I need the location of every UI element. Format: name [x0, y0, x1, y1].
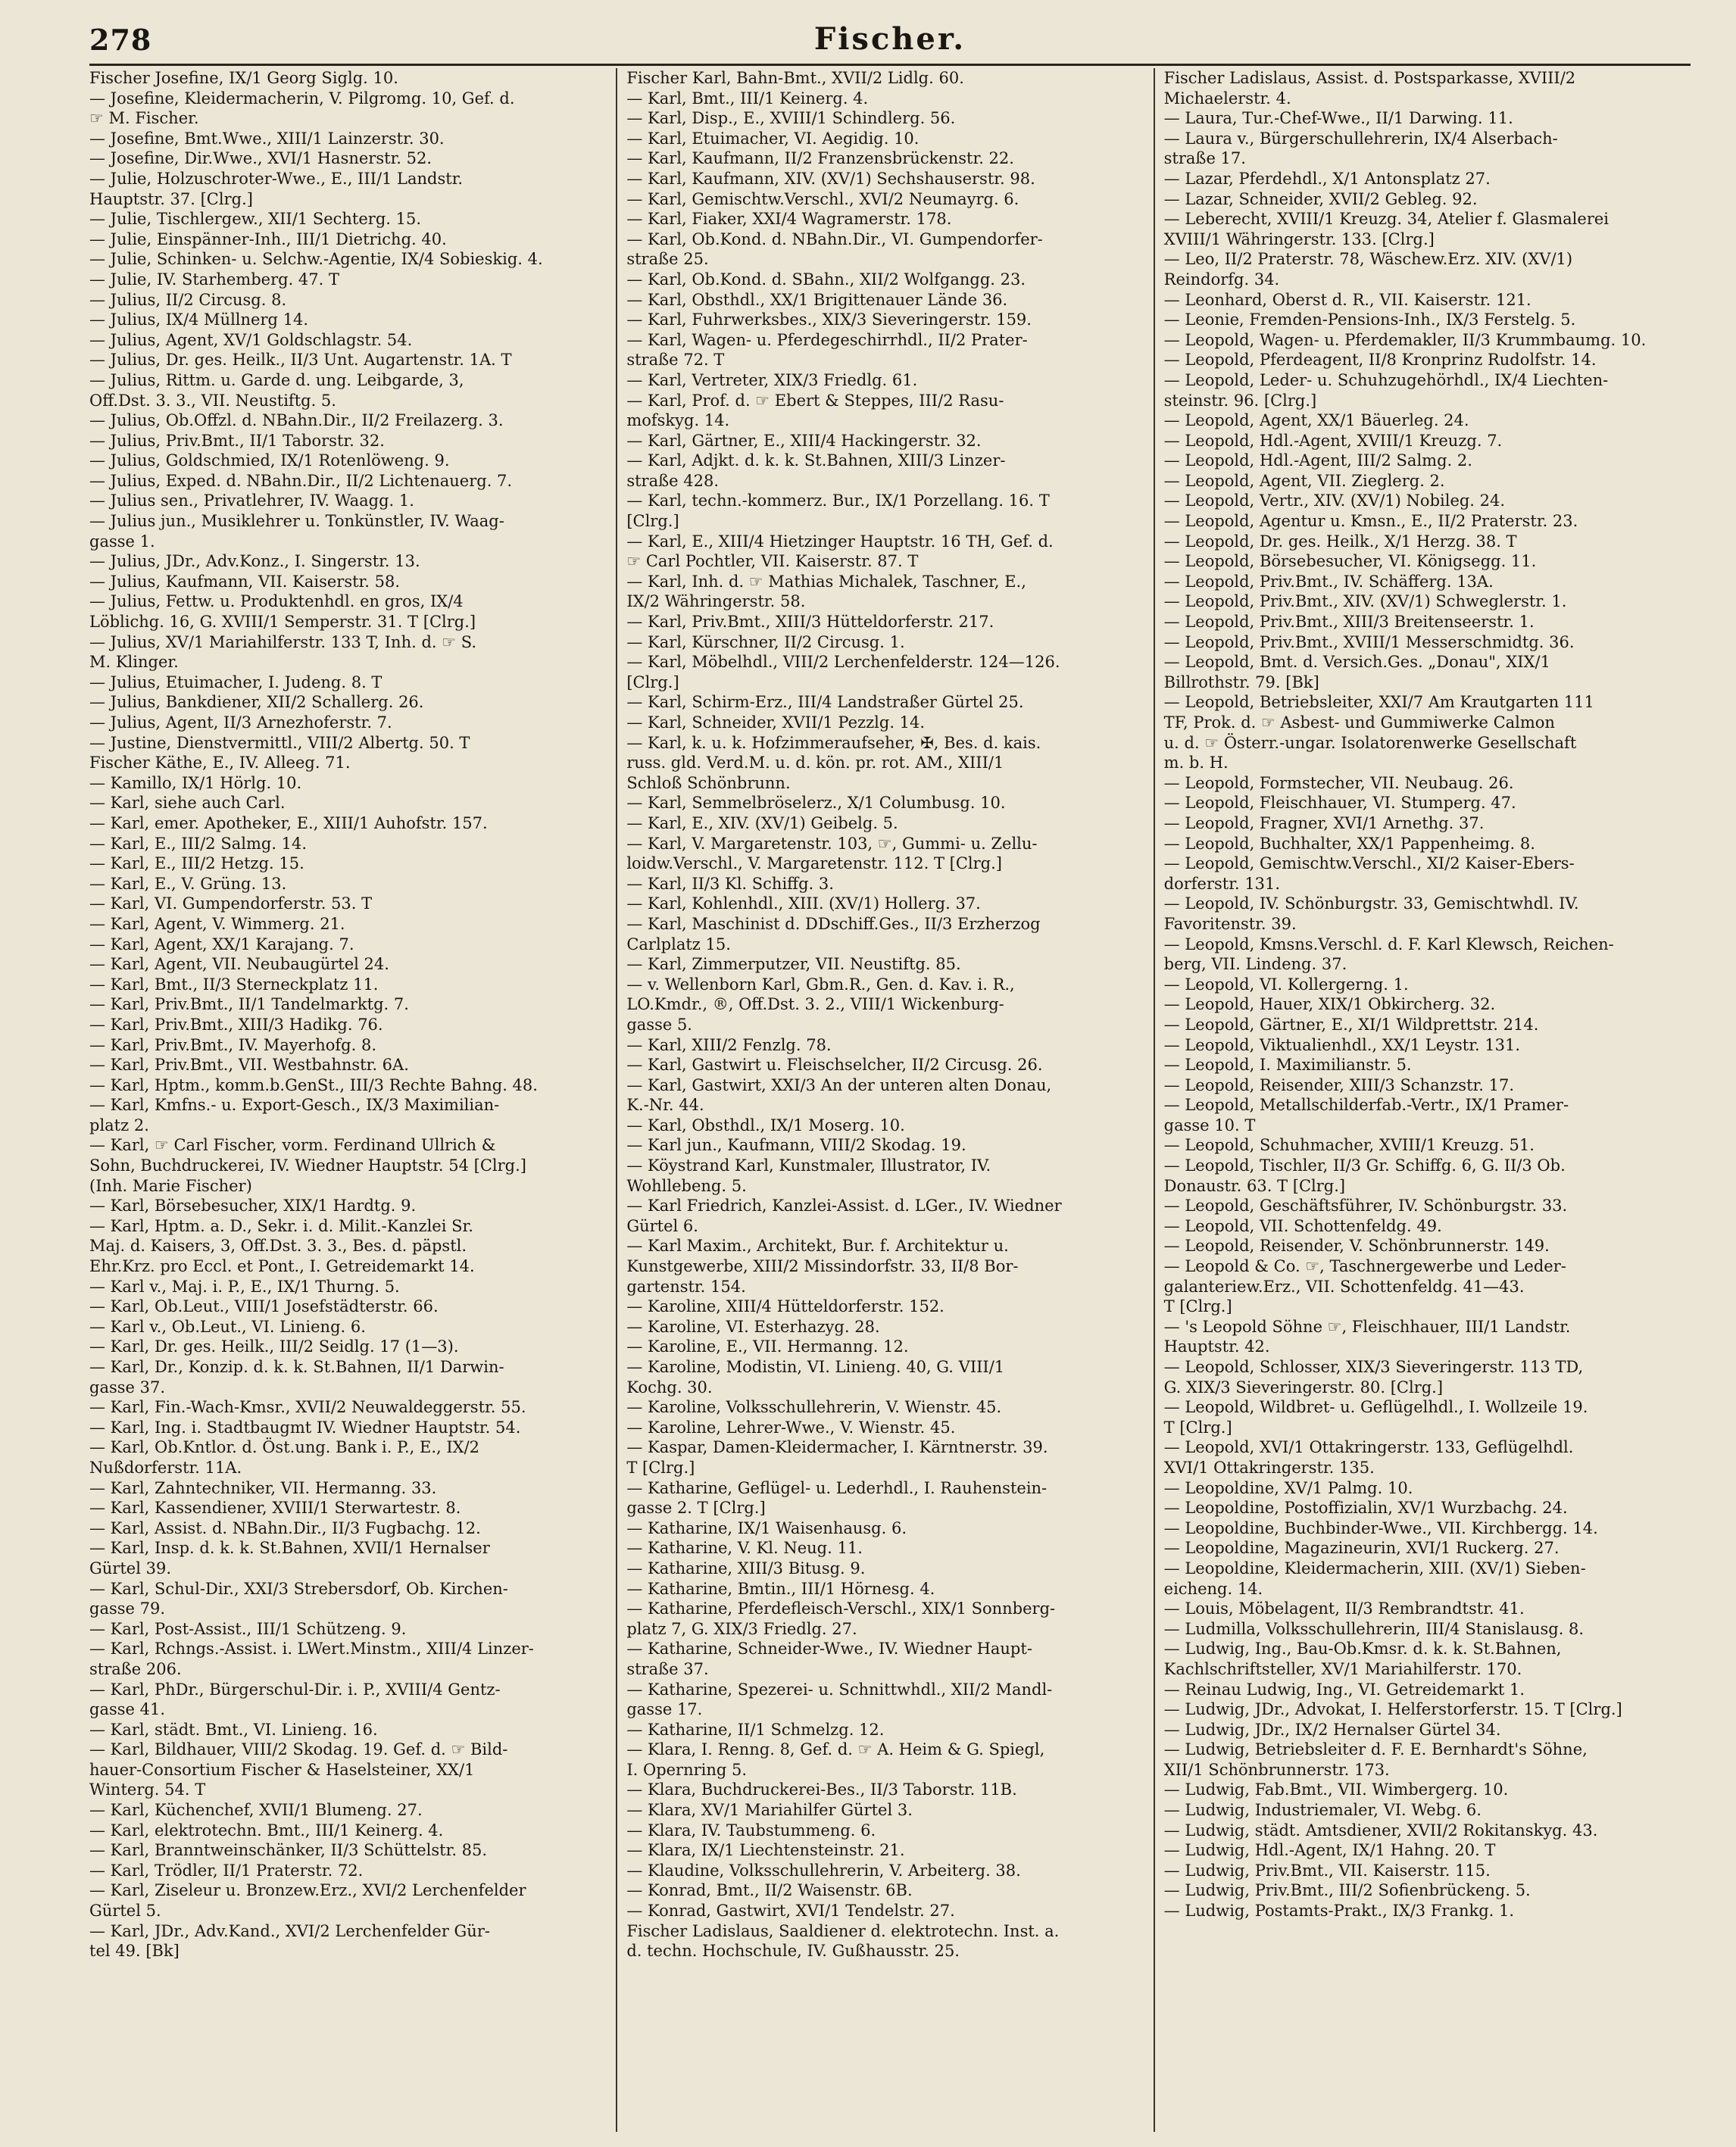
directory-entry: M. Klinger. [89, 653, 179, 672]
directory-entry: ☞ Carl Pochtler, VII. Kaiserstr. 87. T [626, 552, 919, 571]
directory-entry: — Karl Maxim., Architekt, Bur. f. Architektur u. [626, 1237, 1009, 1256]
directory-entry: — Kaspar, Damen-Kleidermacher, I. Kärntnerstr. 39. [626, 1438, 1048, 1457]
directory-entry: — Karl, städt. Bmt., VI. Linieng. 16. [89, 1720, 378, 1739]
directory-entry: dorferstr. 131. [1163, 874, 1281, 893]
directory-entry: — Katharine, Pferdefleisch-Verschl., XIX/1 Sonnberg- [626, 1599, 1056, 1618]
directory-entry: — Karl, emer. Apotheker, E., XIII/1 Auhofstr. 157. [89, 813, 488, 832]
directory-entry: Sohn, Buchdruckerei, IV. Wiedner Hauptstr. 54 [Clrg.] [89, 1156, 526, 1175]
directory-entry: — Karl, Bildhauer, VIII/2 Skodag. 19. Gef. d. ☞ Bild- [89, 1740, 508, 1759]
directory-entry: — Karl, k. u. k. Hofzimmeraufseher, ✠, Bes. d. kais. [626, 733, 1041, 752]
directory-entry: — Karl, Agent, XX/1 Karajang. 7. [89, 935, 354, 953]
directory-entry: ☞ M. Fischer. [89, 109, 199, 128]
directory-entry: — Karl, Rchngs.-Assist. i. LWert.Minstm., XIII/4 Linzer- [89, 1640, 534, 1659]
directory-entry: — Ludmilla, Volksschullehrerin, III/4 Stanislausg. 8. [1163, 1619, 1585, 1638]
directory-entry: straße 17. [1163, 149, 1246, 168]
directory-entry: — Julius, Kaufmann, VII. Kaiserstr. 58. [89, 572, 401, 591]
directory-entry: — Leopold, Kmsns.Verschl. d. F. Karl Klewsch, Reichen- [1163, 935, 1614, 953]
directory-entry: — Julius, JDr., Adv.Konz., I. Singerstr. 13. [89, 552, 420, 571]
directory-entry: XVIII/1 Währingerstr. 133. [Clrg.] [1163, 229, 1435, 248]
directory-entry: — Karl, Kaufmann, II/2 Franzensbrückenstr. 22. [626, 149, 1014, 168]
directory-entry: Ehr.Krz. pro Eccl. et Pont., I. Getreidemarkt 14. [89, 1257, 475, 1276]
directory-entry: Schloß Schönbrunn. [626, 773, 791, 792]
directory-entry: — Ludwig, städt. Amtsdiener, XVII/2 Rokitanskyg. 43. [1163, 1821, 1598, 1840]
directory-entry: — Karl, Hptm. a. D., Sekr. i. d. Milit.-Kanzlei Sr. [89, 1216, 473, 1235]
directory-entry: — Karoline, E., VII. Hermanng. 12. [626, 1337, 909, 1356]
directory-entry: — Julius jun., Musiklehrer u. Tonkünstler, IV. Waag- [89, 512, 504, 531]
directory-entry: — Karl, Zimmerputzer, VII. Neustiftg. 85. [626, 955, 961, 974]
directory-entry: — Karl, Gastwirt u. Fleischselcher, II/2 Circusg. 26. [626, 1056, 1043, 1075]
directory-entry: tel 49. [Bk] [89, 1942, 180, 1961]
directory-entry: — Karl, Kassendiener, XVIII/1 Sterwartestr. 8. [89, 1499, 461, 1518]
directory-entry: — Karl, Fiaker, XXI/4 Wagramerstr. 178. [626, 210, 952, 229]
directory-entry: K.-Nr. 44. [626, 1096, 704, 1115]
directory-entry: — Leonhard, Oberst d. R., VII. Kaiserstr. 121. [1163, 290, 1531, 309]
directory-entry: — Klara, IV. Taubstummeng. 6. [626, 1821, 876, 1840]
directory-entry: — Leopold, Viktualienhdl., XX/1 Leystr. 131. [1163, 1035, 1521, 1054]
directory-entry: Billrothstr. 79. [Bk] [1163, 672, 1319, 691]
directory-entry: — Leopold, Hdl.-Agent, III/2 Salmg. 2. [1163, 451, 1472, 470]
directory-entry: — Karl, Fuhrwerksbes., XIX/3 Sieveringerstr. 159. [626, 311, 1032, 329]
directory-entry: straße 37. [626, 1659, 709, 1678]
directory-entry: — Leopold, Börsebesucher, VI. Königsegg. 11. [1163, 552, 1537, 571]
directory-entry: — Karl, Ing. i. Stadtbaugmt IV. Wiedner Hauptstr. 54. [89, 1418, 521, 1437]
directory-entry: Fischer Käthe, E., IV. Alleeg. 71. [89, 754, 351, 772]
directory-entry: gasse 1. [89, 532, 155, 551]
directory-entry: platz 7, G. XIX/3 Friedlg. 27. [626, 1619, 857, 1638]
directory-entry: russ. gld. Verd.M. u. d. kön. pr. rot. AM., XIII/1 [626, 754, 1004, 772]
directory-entry: — Karl, Ob.Leut., VIII/1 Josefstädterstr. 66. [89, 1297, 439, 1316]
column-3 [1154, 68, 1691, 2132]
directory-entry: — Klara, Buchdruckerei-Bes., II/3 Taborstr. 11B. [626, 1780, 1017, 1799]
directory-entry: — Justine, Dienstvermittl., VIII/2 Albertg. 50. T [89, 733, 470, 752]
directory-entry: — Leopold, Formstecher, VII. Neubaug. 26. [1163, 773, 1514, 792]
directory-entry: gasse 37. [89, 1378, 166, 1396]
directory-entry: — Karl, Post-Assist., III/1 Schützeng. 9. [89, 1619, 407, 1638]
directory-entry: Off.Dst. 3. 3., VII. Neustiftg. 5. [89, 391, 336, 410]
directory-entry: — Reinau Ludwig, Ing., VI. Getreidemarkt 1. [1163, 1680, 1525, 1699]
directory-entry: — Leopoldine, Postoffizialin, XV/1 Wurzbachg. 24. [1163, 1499, 1568, 1518]
directory-entry: straße 72. T [626, 351, 725, 370]
directory-entry: — Julius, Priv.Bmt., II/1 Taborstr. 32. [89, 431, 385, 450]
directory-entry: — Karl Friedrich, Kanzlei-Assist. d. LGer., IV. Wiedner [626, 1197, 1062, 1215]
directory-entry: — Leonie, Fremden-Pensions-Inh., IX/3 Ferstelg. 5. [1163, 311, 1576, 329]
directory-entry: — Julius, Bankdiener, XII/2 Schallerg. 26. [89, 693, 424, 712]
directory-entry: — Leopoldine, Buchbinder-Wwe., VII. Kirchbergg. 14. [1163, 1518, 1598, 1537]
directory-entry: — Karl jun., Kaufmann, VIII/2 Skodag. 19. [626, 1136, 966, 1155]
directory-entry: gasse 41. [89, 1700, 166, 1719]
directory-entry: — Karl, Insp. d. k. k. St.Bahnen, XVII/1 Hernalser [89, 1539, 490, 1558]
directory-entry: — Leopold, Hauer, XIX/1 Obkircherg. 32. [1163, 995, 1496, 1014]
directory-entry: — Karl, VI. Gumpendorferstr. 53. T [89, 894, 373, 913]
directory-entry: — Leopold, Tischler, II/3 Gr. Schiffg. 6, G. II/3 Ob. [1163, 1156, 1566, 1175]
directory-entry: platz 2. [89, 1116, 149, 1134]
directory-entry: — Leopold, Schlosser, XIX/3 Sieveringerstr. 113 TD, [1163, 1358, 1584, 1376]
directory-entry: — Karl, E., XIV. (XV/1) Geibelg. 5. [626, 813, 898, 832]
directory-entry: — Leopold, Reisender, XIII/3 Schanzstr. 17. [1163, 1075, 1515, 1094]
directory-entry: Fischer Josefine, IX/1 Georg Siglg. 10. [89, 69, 398, 87]
directory-entry: — Josefine, Dir.Wwe., XVI/1 Hasnerstr. 52. [89, 149, 432, 168]
directory-entry: — Leopold, Fragner, XVI/1 Arnethg. 37. [1163, 813, 1485, 832]
directory-entry: — Katharine, IX/1 Waisenhausg. 6. [626, 1518, 907, 1537]
directory-entry: — Leopold, Metallschilderfab.-Vertr., IX/1 Pramer- [1163, 1096, 1569, 1115]
directory-entry: gartenstr. 154. [626, 1277, 746, 1296]
directory-entry: Maj. d. Kaisers, 3, Off.Dst. 3. 3., Bes. d. päpstl. [89, 1237, 467, 1256]
directory-entry: gasse 79. [89, 1599, 166, 1618]
directory-entry: — Laura v., Bürgerschullehrerin, IX/4 Alserbach- [1163, 129, 1558, 148]
directory-entry: — Ludwig, JDr., IX/2 Hernalser Gürtel 34. [1163, 1720, 1501, 1739]
directory-entry: — Julius, Ob.Offzl. d. NBahn.Dir., II/2 Freilazerg. 3. [89, 411, 504, 430]
directory-entry: — Karl v., Maj. i. P., E., IX/1 Thurng. 5. [89, 1277, 400, 1296]
directory-entry: — Karl, Börsebesucher, XIX/1 Hardtg. 9. [89, 1197, 417, 1215]
directory-entry: Donaustr. 63. T [Clrg.] [1163, 1176, 1346, 1195]
directory-entry: — Julie, Schinken- u. Selchw.-Agentie, IX/4 Sobieskig. 4. [89, 250, 543, 269]
directory-entry: — Leopold, Agent, VII. Zieglerg. 2. [1163, 471, 1445, 490]
column-2 [616, 68, 1153, 2132]
directory-entry: [Clrg.] [626, 512, 679, 531]
directory-entry: — Klara, I. Renng. 8, Gef. d. ☞ A. Heim & G. Spiegl, [626, 1740, 1045, 1759]
directory-entry: — Karl, Fin.-Wach-Kmsr., XVII/2 Neuwaldeggerstr. 55. [89, 1398, 526, 1417]
directory-entry: — Karl, Inh. d. ☞ Mathias Michalek, Taschner, E., [626, 572, 1026, 591]
directory-entry: — Josefine, Kleidermacherin, V. Pilgromg. 10, Gef. d. [89, 89, 515, 108]
directory-entry: — Karl, II/3 Kl. Schiffg. 3. [626, 874, 834, 893]
directory-entry: — Kamillo, IX/1 Hörlg. 10. [89, 773, 302, 792]
directory-entry: — Julius, Agent, XV/1 Goldschlagstr. 54. [89, 330, 413, 349]
directory-entry: — Katharine, Spezerei- u. Schnittwhdl., XII/2 Mandl- [626, 1680, 1053, 1699]
directory-entry: Kachlschriftsteller, XV/1 Mariahilferstr. 170. [1163, 1659, 1522, 1678]
directory-entry: — Ludwig, Priv.Bmt., VII. Kaiserstr. 115. [1163, 1861, 1491, 1880]
directory-entry: — Katharine, Bmtin., III/1 Hörnesg. 4. [626, 1579, 935, 1598]
directory-entry: — Karl, Gemischtw.Verschl., XVI/2 Neumayrg. 6. [626, 189, 1019, 208]
directory-entry: — Karl, Obsthdl., XX/1 Brigittenauer Lände 36. [626, 290, 1008, 309]
directory-entry: — Karl, E., III/2 Salmg. 14. [89, 834, 308, 853]
directory-entry: — Julie, Holzuschroter-Wwe., E., III/1 Landstr. [89, 169, 464, 188]
directory-entry: — Karl, Wagen- u. Pferdegeschirrhdl., II/2 Prater- [626, 330, 1028, 349]
directory-entry: — Karl, Obsthdl., IX/1 Moserg. 10. [626, 1116, 905, 1134]
directory-entry: LO.Kmdr., ®, Off.Dst. 3. 2., VIII/1 Wickenburg- [626, 995, 1004, 1014]
directory-entry: eicheng. 14. [1163, 1579, 1263, 1598]
page-title: Fischer. [813, 21, 966, 57]
directory-entry: — Karl v., Ob.Leut., VI. Linieng. 6. [89, 1317, 366, 1336]
directory-entry: — Karl, Ob.Kond. d. NBahn.Dir., VI. Gumpendorfer- [626, 229, 1043, 248]
directory-entry: — Leopold, Bmt. d. Versich.Ges. „Donau", XIX/1 [1163, 653, 1550, 672]
directory-entry: — Karl, Adjkt. d. k. k. St.Bahnen, XIII/3 Linzer- [626, 451, 1006, 470]
directory-entry: — Karl, Semmelbröselerz., X/1 Columbusg. 10. [626, 794, 1006, 813]
directory-entry: — Ludwig, Fab.Bmt., VII. Wimbergerg. 10. [1163, 1780, 1509, 1799]
directory-entry: — Leopold, Agentur u. Kmsn., E., II/2 Praterstr. 23. [1163, 512, 1578, 531]
directory-entry: — Katharine, XIII/3 Bitusg. 9. [626, 1559, 866, 1577]
directory-entry: — Leopold, Pferdeagent, II/8 Kronprinz Rudolfstr. 14. [1163, 351, 1597, 370]
directory-entry: Gürtel 39. [89, 1559, 171, 1577]
directory-entry: — Ludwig, Ing., Bau-Ob.Kmsr. d. k. k. St.Bahnen, [1163, 1640, 1562, 1659]
directory-entry: — Karl, Priv.Bmt., XIII/3 Hütteldorferstr. 217. [626, 613, 994, 632]
directory-entry: — Karl, Disp., E., XVIII/1 Schindlerg. 56. [626, 109, 956, 128]
directory-entry: — Karl, Vertreter, XIX/3 Friedlg. 61. [626, 370, 918, 389]
directory-entry: — Leopold, Geschäftsführer, IV. Schönburgstr. 33. [1163, 1197, 1568, 1215]
directory-entry: — Katharine, Schneider-Wwe., IV. Wiedner Haupt- [626, 1640, 1032, 1659]
page-number: 278 [89, 23, 152, 57]
directory-entry: — Karl, elektrotechn. Bmt., III/1 Keinerg. 4. [89, 1821, 444, 1840]
directory-entry: straße 206. [89, 1659, 182, 1678]
directory-entry: XII/1 Schönbrunnerstr. 173. [1163, 1760, 1390, 1779]
directory-entry: straße 25. [626, 250, 709, 269]
directory-entry: — Karl, Ziseleur u. Bronzew.Erz., XVI/2 Lerchenfelder [89, 1881, 526, 1900]
directory-entry: galanteriew.Erz., VII. Schottenfeldg. 41—43. [1163, 1277, 1525, 1296]
directory-entry: — Julius, II/2 Circusg. 8. [89, 290, 287, 309]
directory-entry: — Karl, Zahntechniker, VII. Hermanng. 33. [89, 1478, 437, 1497]
directory-entry: — Leopold, Reisender, V. Schönbrunnerstr. 149. [1163, 1237, 1550, 1256]
directory-entry: — Leopold, Leder- u. Schuhzugehörhdl., IX/4 Liechten- [1163, 370, 1609, 389]
directory-entry: — Karl, siehe auch Carl. [89, 794, 286, 813]
directory-entry: — Karl, Priv.Bmt., IV. Mayerhofg. 8. [89, 1035, 376, 1054]
directory-entry: d. techn. Hochschule, IV. Gußhausstr. 25. [626, 1942, 960, 1961]
directory-entry: T [Clrg.] [1163, 1297, 1232, 1316]
directory-entry: loidw.Verschl., V. Margaretenstr. 112. T [Clrg.] [626, 854, 1002, 873]
directory-entry: — Leopold, Wildbret- u. Geflügelhdl., I. Wollzeile 19. [1163, 1398, 1588, 1417]
directory-entry: — Leopold, Wagen- u. Pferdemakler, II/3 Krummbaumg. 10. [1163, 330, 1647, 349]
directory-entry: — Karl, Agent, V. Wimmerg. 21. [89, 914, 345, 933]
directory-entry: T [Clrg.] [1163, 1418, 1232, 1437]
directory-entry: — Julius, IX/4 Müllnerg 14. [89, 311, 309, 329]
directory-entry: — Karl, Schneider, XVII/1 Pezzlg. 14. [626, 713, 926, 732]
directory-entry: — Leopold, VII. Schottenfeldg. 49. [1163, 1216, 1442, 1235]
directory-entry: — Ludwig, Industriemaler, VI. Webg. 6. [1163, 1801, 1482, 1820]
directory-entry: — Karl, Küchenchef, XVII/1 Blumeng. 27. [89, 1801, 423, 1820]
directory-entry: Reindorfg. 34. [1163, 270, 1280, 289]
directory-entry: Löblichg. 16, G. XVIII/1 Semperstr. 31. T [Clrg.] [89, 613, 476, 632]
directory-entry: — Julie, IV. Starhemberg. 47. T [89, 270, 340, 289]
directory-entry: Hauptstr. 37. [Clrg.] [89, 189, 253, 208]
directory-entry: — Karoline, Modistin, VI. Linieng. 40, G. VIII/1 [626, 1358, 1005, 1376]
directory-entry: — Julie, Einspänner-Inh., III/1 Dietrichg. 40. [89, 229, 447, 248]
directory-entry: — Karl, Priv.Bmt., XIII/3 Hadikg. 76. [89, 1015, 383, 1034]
directory-entry: — Karl, Dr., Konzip. d. k. k. St.Bahnen, II/1 Darwin- [89, 1358, 504, 1376]
directory-entry: — Konrad, Gastwirt, XVI/1 Tendelstr. 27. [626, 1902, 955, 1921]
directory-entry: — Katharine, Geflügel- u. Lederhdl., I. Rauhenstein- [626, 1478, 1048, 1497]
directory-entry: — Leberecht, XVIII/1 Kreuzg. 34, Atelier f. Glasmalerei [1163, 210, 1609, 229]
directory-entry: — 's Leopold Söhne ☞, Fleischhauer, III/1 Landstr. [1163, 1317, 1571, 1336]
directory-entry: — Ludwig, Betriebsleiter d. F. E. Bernhardt's Söhne, [1163, 1740, 1588, 1759]
directory-entry: — Karl, techn.-kommerz. Bur., IX/1 Porzellang. 16. T [626, 492, 1050, 510]
directory-entry: — Karl, Maschinist d. DDschiff.Ges., II/3 Erzherzog [626, 914, 1041, 933]
directory-entry: — Julius, Exped. d. NBahn.Dir., II/2 Lichtenauerg. 7. [89, 471, 513, 490]
directory-entry: — Karl, Bmt., II/3 Sterneckplatz 11. [89, 975, 379, 994]
directory-entry: TF, Prok. d. ☞ Asbest- und Gummiwerke Calmon [1163, 713, 1555, 732]
directory-entry: — Leopold, Priv.Bmt., IV. Schäfferg. 13A. [1163, 572, 1494, 591]
directory-entry: mofskyg. 14. [626, 411, 730, 430]
directory-entry: gasse 5. [626, 1015, 692, 1034]
directory-entry: — Karl, Gastwirt, XXI/3 An der unteren alten Donau, [626, 1075, 1052, 1094]
directory-entry: — Julius sen., Privatlehrer, IV. Waagg. 1. [89, 492, 414, 510]
directory-entry: — Leo, II/2 Praterstr. 78, Wäschew.Erz. XIV. (XV/1) [1163, 250, 1573, 269]
directory-entry: — Leopold, Vertr., XIV. (XV/1) Nobileg. 24. [1163, 492, 1506, 510]
directory-entry: — Karl, Kmfns.- u. Export-Gesch., IX/3 Maximilian- [89, 1096, 500, 1115]
page-header [89, 18, 1691, 64]
directory-entry: XVI/1 Ottakringerstr. 135. [1163, 1458, 1375, 1477]
directory-entry: IX/2 Währingerstr. 58. [626, 592, 806, 611]
directory-entry: — Katharine, V. Kl. Neug. 11. [626, 1539, 863, 1558]
directory-entry: — v. Wellenborn Karl, Gbm.R., Gen. d. Kav. i. R., [626, 975, 1015, 994]
directory-entry: — Leopold, Priv.Bmt., XIV. (XV/1) Schweglerstr. 1. [1163, 592, 1567, 611]
directory-entry: — Klara, IX/1 Liechtensteinstr. 21. [626, 1841, 905, 1860]
directory-entry: — Köystrand Karl, Kunstmaler, Illustrator, IV. [626, 1156, 991, 1175]
directory-entry: gasse 2. T [Clrg.] [626, 1499, 766, 1518]
directory-entry: — Karl, Schirm-Erz., III/4 Landstraßer Gürtel 25. [626, 693, 1024, 712]
directory-entry: Kunstgewerbe, XIII/2 Missindorfstr. 33, II/8 Bor- [626, 1257, 1019, 1276]
directory-entry: — Karoline, Volksschullehrerin, V. Wienstr. 45. [626, 1398, 1002, 1417]
directory-entry: — Leopold, I. Maximilianstr. 5. [1163, 1056, 1412, 1075]
directory-entry: Michaelerstr. 4. [1163, 89, 1291, 108]
directory-entry: Fischer Ladislaus, Assist. d. Postsparkasse, XVIII/2 [1163, 69, 1576, 87]
directory-entry: straße 428. [626, 471, 719, 490]
directory-entry: — Karl, Branntweinschänker, II/3 Schüttelstr. 85. [89, 1841, 488, 1860]
directory-entry: — Lazar, Pferdehdl., X/1 Antonsplatz 27. [1163, 169, 1491, 188]
directory-entry: — Leopold, Buchhalter, XX/1 Pappenheimg. 8. [1163, 834, 1535, 853]
directory-entry: Fischer Karl, Bahn-Bmt., XVII/2 Lidlg. 60. [626, 69, 964, 87]
directory-entry: — Karl, E., III/2 Hetzg. 15. [89, 854, 304, 873]
directory-entry: — Leopoldine, Kleidermacherin, XIII. (XV/1) Sieben- [1163, 1559, 1586, 1577]
directory-entry: — Karoline, VI. Esterhazyg. 28. [626, 1317, 880, 1336]
directory-entry: — Karl, Gärtner, E., XIII/4 Hackingerstr. 32. [626, 431, 982, 450]
header-rule [89, 64, 1691, 66]
directory-entry: — Ludwig, Priv.Bmt., III/2 Sofienbrückeng. 5. [1163, 1881, 1531, 1900]
directory-entry: — Karl, Möbelhdl., VIII/2 Lerchenfelderstr. 124—126. [626, 653, 1060, 672]
directory-entry: — Karl, Hptm., komm.b.GenSt., III/3 Rechte Bahng. 48. [89, 1075, 538, 1094]
directory-entry: — Karl, Schul-Dir., XXI/3 Strebersdorf, Ob. Kirchen- [89, 1579, 508, 1598]
directory-entry: — Leopold & Co. ☞, Taschnergewerbe und Leder- [1163, 1257, 1566, 1276]
directory-entry: berg, VII. Lindeng. 37. [1163, 955, 1347, 974]
directory-entry: Kochg. 30. [626, 1378, 713, 1396]
directory-entry: Gürtel 5. [89, 1902, 161, 1921]
directory-entry: — Leopoldine, XV/1 Palmg. 10. [1163, 1478, 1413, 1497]
directory-entry: gasse 10. T [1163, 1116, 1256, 1134]
directory-entry: — Josefine, Bmt.Wwe., XIII/1 Lainzerstr. 30. [89, 129, 445, 148]
directory-entry: — Karl, Priv.Bmt., VII. Westbahnstr. 6A. [89, 1056, 409, 1075]
directory-entry: Winterg. 54. T [89, 1780, 206, 1799]
directory-entry: — Leopold, IV. Schönburgstr. 33, Gemischtwhdl. IV. [1163, 894, 1579, 913]
directory-entry: — Karl, Trödler, II/1 Praterstr. 72. [89, 1861, 364, 1880]
directory-entry: — Leopold, Betriebsleiter, XXI/7 Am Krautgarten 111 [1163, 693, 1594, 712]
directory-entry: — Julius, Goldschmied, IX/1 Rotenlöweng. 9. [89, 451, 450, 470]
directory-entry: — Karl, Kürschner, II/2 Circusg. 1. [626, 632, 905, 651]
columns [89, 68, 1691, 2132]
directory-entry: Fischer Ladislaus, Saaldiener d. elektrotechn. Inst. a. [626, 1921, 1060, 1940]
directory-entry: — Katharine, II/1 Schmelzg. 12. [626, 1720, 885, 1739]
directory-entry: gasse 17. [626, 1700, 703, 1719]
directory-entry: — Karl, PhDr., Bürgerschul-Dir. i. P., XVIII/4 Gentz- [89, 1680, 501, 1699]
directory-entry: — Karl, Ob.Kond. d. SBahn., XII/2 Wolfgangg. 23. [626, 270, 1026, 289]
directory-entry: — Leopold, Hdl.-Agent, XVIII/1 Kreuzg. 7. [1163, 431, 1503, 450]
directory-entry: — Julie, Tischlergew., XII/1 Sechterg. 15. [89, 210, 422, 229]
directory-entry: — Leopold, Fleischhauer, VI. Stumperg. 47. [1163, 794, 1516, 813]
directory-entry: — Leopold, Priv.Bmt., XIII/3 Breitenseerstr. 1. [1163, 613, 1535, 632]
directory-entry: — Karl, Prof. d. ☞ Ebert & Steppes, III/2 Rasu- [626, 391, 1004, 410]
directory-entry: — Leopold, Dr. ges. Heilk., X/1 Herzg. 38. T [1163, 532, 1517, 551]
directory-entry: — Lazar, Schneider, XVII/2 Gebleg. 92. [1163, 189, 1478, 208]
directory-entry: Favoritenstr. 39. [1163, 914, 1297, 933]
directory-entry: — Julius, Rittm. u. Garde d. ung. Leibgarde, 3, [89, 370, 464, 389]
directory-entry: — Karl, XIII/2 Fenzlg. 78. [626, 1035, 832, 1054]
directory-entry: — Leopold, Agent, XX/1 Bäuerleg. 24. [1163, 411, 1469, 430]
directory-entry: m. b. H. [1163, 754, 1229, 772]
directory-entry: I. Opernring 5. [626, 1760, 748, 1779]
directory-entry: — Laura, Tur.-Chef-Wwe., II/1 Darwing. 11. [1163, 109, 1513, 128]
directory-entry: — Leopold, Gemischtw.Verschl., XI/2 Kaiser-Ebers- [1163, 854, 1575, 873]
directory-entry: — Leopold, Priv.Bmt., XVIII/1 Messerschmidtg. 36. [1163, 632, 1575, 651]
directory-entry: — Julius, XV/1 Mariahilferstr. 133 T, Inh. d. ☞ S. [89, 632, 477, 651]
directory-entry: — Karl, Assist. d. NBahn.Dir., II/3 Fugbachg. 12. [89, 1518, 481, 1537]
directory-entry: G. XIX/3 Sieveringerstr. 80. [Clrg.] [1163, 1378, 1444, 1396]
directory-entry: — Julius, Dr. ges. Heilk., II/3 Unt. Augartenstr. 1A. T [89, 351, 512, 370]
directory-entry: — Julius, Etuimacher, I. Judeng. 8. T [89, 672, 382, 691]
directory-entry: Hauptstr. 42. [1163, 1337, 1270, 1356]
directory-entry: — Konrad, Bmt., II/2 Waisenstr. 6B. [626, 1881, 913, 1900]
directory-entry: — Leopoldine, Magazineurin, XVI/1 Ruckerg. 27. [1163, 1539, 1560, 1558]
directory-entry: — Karl, Kohlenhdl., XIII. (XV/1) Hollerg. 37. [626, 894, 981, 913]
directory-entry: — Karoline, Lehrer-Wwe., V. Wienstr. 45. [626, 1418, 956, 1437]
directory-entry: [Clrg.] [626, 672, 679, 691]
directory-entry: — Leopold, XVI/1 Ottakringerstr. 133, Geflügelhdl. [1163, 1438, 1574, 1457]
directory-entry: — Ludwig, Hdl.-Agent, IX/1 Hahng. 20. T [1163, 1841, 1496, 1860]
directory-entry: Gürtel 6. [626, 1216, 698, 1235]
directory-entry: — Leopold, Schuhmacher, XVIII/1 Kreuzg. 51. [1163, 1136, 1535, 1155]
directory-entry: hauer-Consortium Fischer & Haselsteiner, XX/1 [89, 1760, 475, 1779]
directory-entry: — Karl, JDr., Adv.Kand., XVI/2 Lerchenfelder Gür- [89, 1921, 490, 1940]
directory-entry: — Louis, Möbelagent, II/3 Rembrandtstr. 41. [1163, 1599, 1525, 1618]
directory-entry: — Karl, Priv.Bmt., II/1 Tandelmarktg. 7. [89, 995, 409, 1014]
directory-entry: — Klara, XV/1 Mariahilfer Gürtel 3. [626, 1801, 913, 1820]
directory-entry: — Karl, Bmt., III/1 Keinerg. 4. [626, 89, 869, 108]
directory-entry: — Karoline, XIII/4 Hütteldorferstr. 152. [626, 1297, 944, 1316]
directory-entry: Carlplatz 15. [626, 935, 731, 953]
directory-entry: u. d. ☞ Österr.-ungar. Isolatorenwerke Gesellschaft [1163, 733, 1577, 752]
directory-entry: Wohllebeng. 5. [626, 1176, 747, 1195]
directory-entry: — Ludwig, JDr., Advokat, I. Helferstorferstr. 15. T [Clrg.] [1163, 1700, 1622, 1719]
directory-entry: — Karl, ☞ Carl Fischer, vorm. Ferdinand Ullrich & [89, 1136, 496, 1155]
directory-entry: — Leopold, VI. Kollergerng. 1. [1163, 975, 1409, 994]
directory-entry: — Julius, Fettw. u. Produktenhdl. en gros, IX/4 [89, 592, 464, 611]
directory-entry: — Leopold, Gärtner, E., XI/1 Wildprettstr. 214. [1163, 1015, 1539, 1034]
directory-entry: Nußdorferstr. 11A. [89, 1458, 242, 1477]
directory-entry: — Karl, E., XIII/4 Hietzinger Hauptstr. 16 TH, Gef. d. [626, 532, 1054, 551]
directory-entry: — Karl, Dr. ges. Heilk., III/2 Seidlg. 17 (1—3). [89, 1337, 459, 1356]
directory-entry: — Klaudine, Volksschullehrerin, V. Arbeiterg. 38. [626, 1861, 1021, 1880]
directory-entry: — Julius, Agent, II/3 Arnezhoferstr. 7. [89, 713, 392, 732]
directory-entry: (Inh. Marie Fischer) [89, 1176, 252, 1195]
directory-entry: — Karl, Ob.Kntlor. d. Öst.ung. Bank i. P., E., IX/2 [89, 1438, 480, 1457]
directory-entry: — Karl, V. Margaretenstr. 103, ☞, Gummi- u. Zellu- [626, 834, 1038, 853]
directory-entry: — Ludwig, Postamts-Prakt., IX/3 Frankg. 1. [1163, 1902, 1515, 1921]
directory-entry: T [Clrg.] [626, 1458, 695, 1477]
directory-entry: — Karl, Kaufmann, XIV. (XV/1) Sechshauserstr. 98. [626, 169, 1035, 188]
directory-entry: steinstr. 96. [Clrg.] [1163, 391, 1317, 410]
directory-entry: — Karl, Etuimacher, VI. Aegidig. 10. [626, 129, 920, 148]
directory-entry: — Karl, Agent, VII. Neubaugürtel 24. [89, 955, 389, 974]
directory-entry: — Karl, E., V. Grüng. 13. [89, 874, 287, 893]
column-1 [89, 68, 616, 2132]
